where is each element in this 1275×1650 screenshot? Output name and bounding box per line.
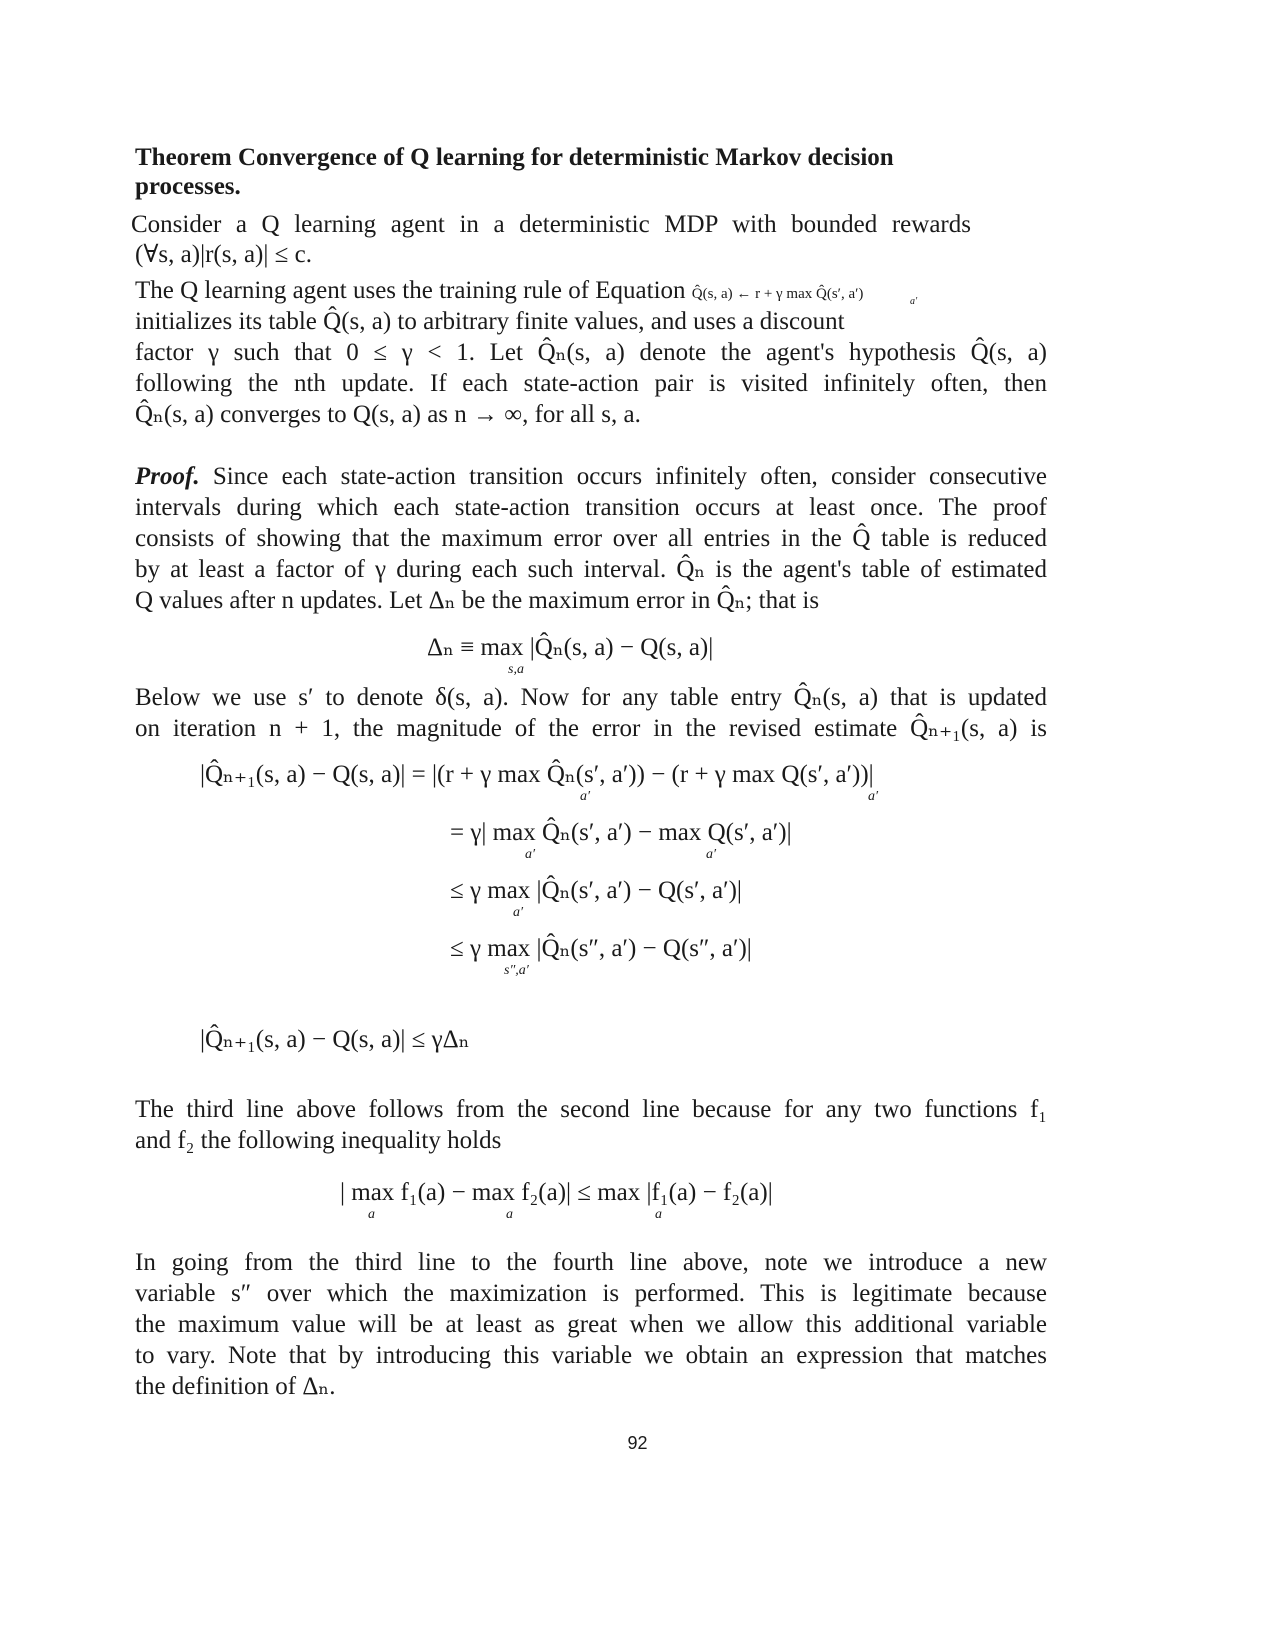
- proof-line: [135, 462, 1047, 492]
- delta-equation: Δₙ ≡ max |Q̂ₙ(s, a) − Q(s, a)|: [427, 634, 714, 661]
- proof-line: In going from the third line to the fourth line above, note we introduce a new: [135, 1249, 1047, 1276]
- proof-line: Q values after n updates. Let Δₙ be the maximum error in Q̂ₙ; that is: [135, 587, 820, 614]
- theorem-line: Consider a Q learning agent in a deterministic MDP with bounded rewards: [131, 211, 971, 238]
- derivation-subscript: a′: [513, 905, 524, 920]
- theorem-line: (∀s, a)|r(s, a)| ≤ c.: [135, 241, 312, 268]
- derivation-subscript: a′: [525, 847, 536, 862]
- theorem-title-cont: processes.: [135, 173, 241, 200]
- theorem-line: following the nth update. If each state-action pair is visited infinitely often, then: [135, 370, 1047, 397]
- proof-text: Since each state-action transition occurs infinitely often, consider consecutive: [212, 463, 1047, 490]
- derivation-subscript: a′: [868, 789, 879, 804]
- theorem-line-text: The Q learning agent uses the training rule of Equation: [135, 277, 686, 304]
- proof-line: and f₂ the following inequality holds: [135, 1127, 502, 1154]
- derivation-result: |Q̂ₙ₊₁(s, a) − Q(s, a)| ≤ γΔₙ: [200, 1026, 470, 1053]
- derivation-subscript: a′: [580, 789, 591, 804]
- derivation-line-4: ≤ γ max |Q̂ₙ(s″, a′) − Q(s″, a′)|: [450, 935, 752, 962]
- proof-line: on iteration n + 1, the magnitude of the error in the revised estimate Q̂ₙ₊₁(s, a) is: [135, 715, 1047, 742]
- theorem-line: Q̂ₙ(s, a) converges to Q(s, a) as n → ∞, for all s, a.: [135, 401, 641, 428]
- proof-line: by at least a factor of γ during each such interval. Q̂ₙ is the agent's table of estimated: [135, 556, 1047, 583]
- proof-line: the definition of Δₙ.: [135, 1373, 336, 1400]
- proof-line: consists of showing that the maximum error over all entries in the Q̂ table is reduced: [135, 525, 1047, 552]
- proof-line: to vary. Note that by introducing this variable we obtain an expression that matches: [135, 1342, 1047, 1369]
- theorem-title: Theorem Convergence of Q learning for deterministic Markov decision: [135, 144, 894, 171]
- derivation-line-2: = γ| max Q̂ₙ(s′, a′) − max Q(s′, a′)|: [450, 819, 792, 846]
- proof-line: variable s″ over which the maximization is performed. This is legitimate because: [135, 1280, 1047, 1307]
- delta-subscript: s,a: [508, 662, 524, 677]
- inequality-subscript: a: [506, 1207, 513, 1222]
- derivation-line-3: ≤ γ max |Q̂ₙ(s′, a′) − Q(s′, a′)|: [450, 877, 742, 904]
- page-number: 92: [627, 1433, 648, 1453]
- proof-line: Below we use s′ to denote δ(s, a). Now for any table entry Q̂ₙ(s, a) that is updated: [135, 684, 1047, 711]
- theorem-line: factor γ such that 0 ≤ γ < 1. Let Q̂ₙ(s, a) denote the agent's hypothesis Q̂(s, a): [135, 339, 1047, 366]
- derivation-subscript: a′: [706, 847, 717, 862]
- derivation-subscript: s″,a′: [504, 963, 529, 978]
- training-rule-subscript: a′: [910, 296, 918, 307]
- proof-line: intervals during which each state-action transition occurs at least once. The proof: [135, 494, 1047, 521]
- proof-line: The third line above follows from the second line because for any two functions f₁: [135, 1096, 1047, 1123]
- inequality-subscript: a: [368, 1207, 375, 1222]
- theorem-line: initializes its table Q̂(s, a) to arbitrary finite values, and uses a discount: [135, 308, 845, 335]
- proof-line: the maximum value will be at least as great when we allow this additional variable: [135, 1311, 1047, 1338]
- inequality-equation: | max f₁(a) − max f₂(a)| ≤ max |f₁(a) − f₂(a)|: [340, 1179, 773, 1206]
- proof-label: Proof.: [135, 463, 200, 490]
- derivation-line-1: |Q̂ₙ₊₁(s, a) − Q(s, a)| = |(r + γ max Q̂ₙ(s′, a′)) − (r + γ max Q(s′, a′))|: [200, 761, 874, 788]
- inequality-subscript: a: [655, 1207, 662, 1222]
- training-rule-equation: Q̂(s, a) ← r + γ max Q̂(s′, a′): [691, 286, 864, 302]
